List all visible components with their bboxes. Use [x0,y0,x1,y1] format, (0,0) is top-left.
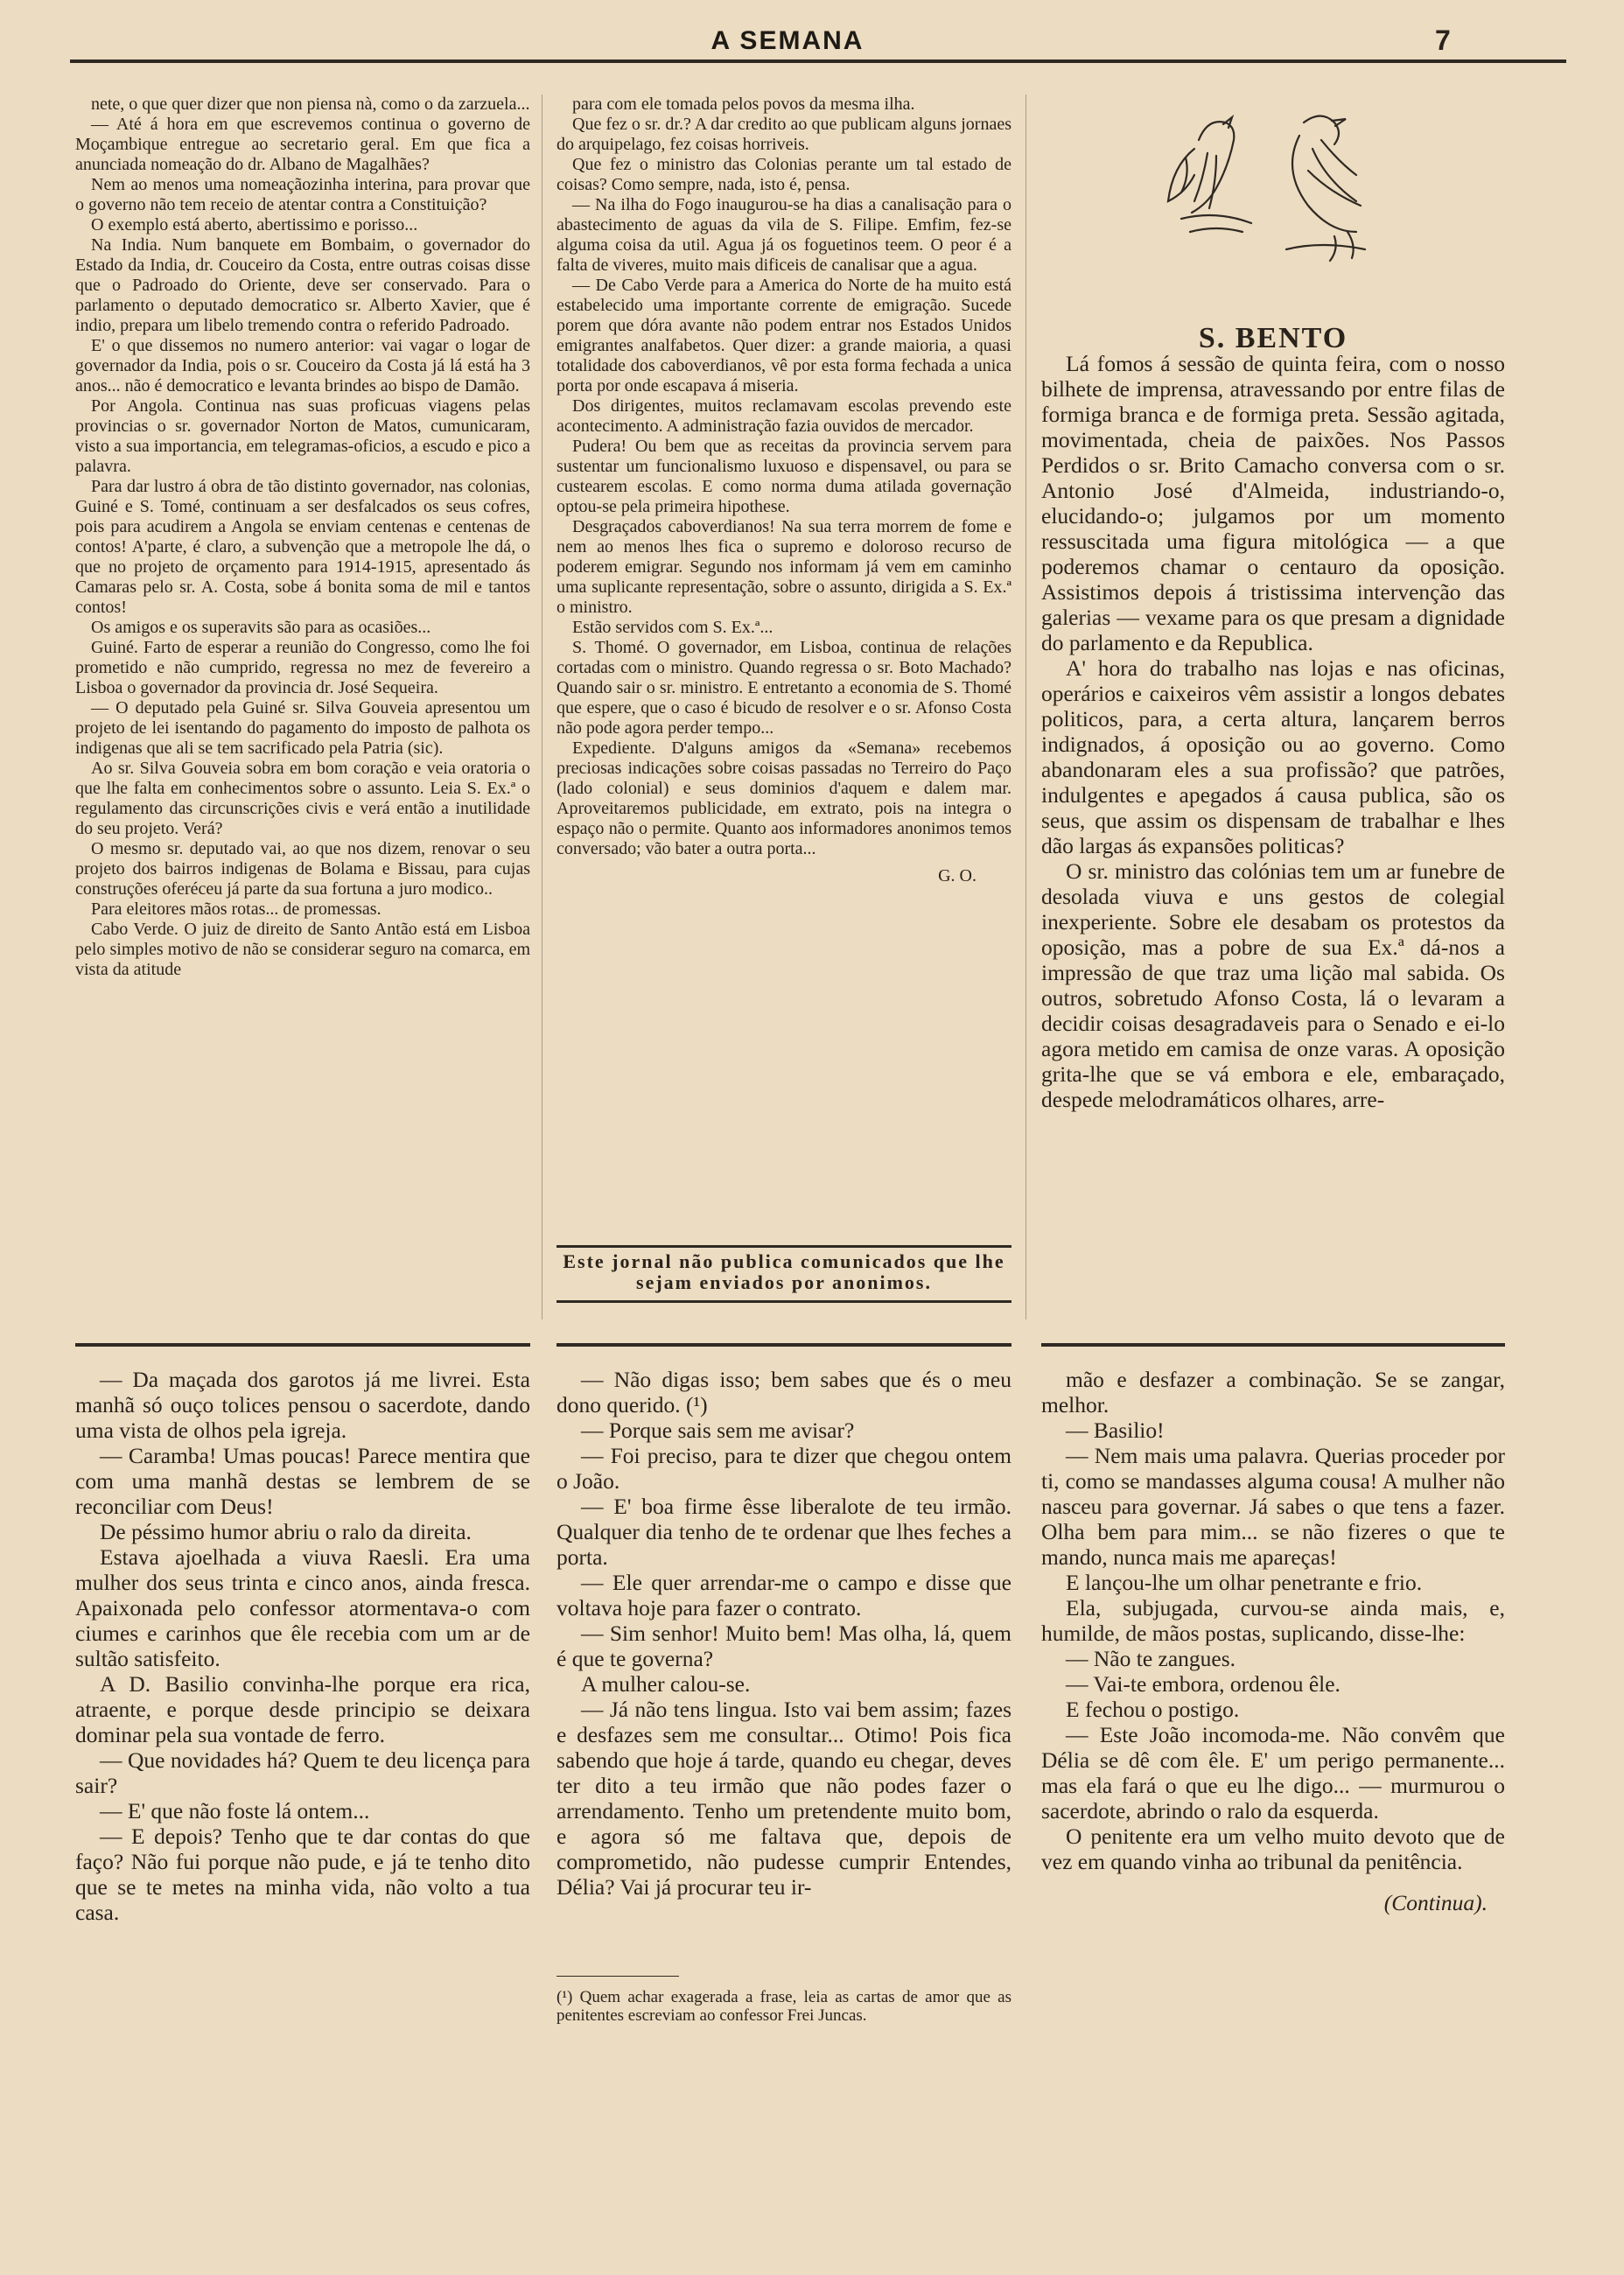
col1-paragraph: Para eleitores mãos rotas... de promessas. [91,900,382,919]
column-2 [556,94,1012,1232]
story-paragraph: E lançou-lhe um olhar penetrante e frio. [1066,1570,1423,1595]
story-paragraph: — E' que não foste lá ontem... [100,1798,370,1824]
author-signature: G. O. [938,866,976,886]
col2-paragraph: — Na ilha do Fogo inaugurou-se ha dias a canalisação para o abastecimento de aguas da vila de S. Filipe. Emfim, fez-se alguma coisa da util. Agua já os foguetinos teem. O peor é a falta de viveres, muito mais dificeis de canalisar que a agua. [556,195,1012,275]
story-paragraph: — Ele quer arrendar-me o campo e disse que voltava hoje para fazer o contrato. [556,1570,1012,1620]
col1-paragraph: Os amigos e os superavits são para as ocasiões... [91,618,431,637]
story-paragraph: — Nem mais uma palavra. Querias proceder por ti, como se mandasses alguma cousa! A mulher não nasceu para governar. Já sabes o que tens a fazer. Olha bem para mim... se não fizeres o que te mando, nunca mais me apareças! [1041,1443,1505,1570]
continua-label: (Continua). [1383,1890,1488,1915]
story-column-1 [75,1367,530,2154]
col2-paragraph: Dos dirigentes, muitos reclamavam escolas prevendo este acontecimento. A administração fazia ouvidos de mercador. [556,396,1012,436]
col1-paragraph: — Até á hora em que escrevemos continua o governo de Moçambique entregue ao secretario geral. Em que fica a anunciada nomeação do dr. Albano de Magalhães? [75,115,530,174]
footnote-rule [556,1976,679,1977]
story-paragraph: — Porque sais sem me avisar? [581,1418,855,1443]
col1-paragraph: E' o que dissemos no numero anterior: vai vagar o logar de governador da India, pois o sr. Couceiro da Costa já lá está ha 3 anos... não é democratico e levanta brindes ao bispo de Damão. [75,336,530,396]
col1-paragraph: Nem ao menos uma nomeaçãozinha interina, para provar que o governo não tem receio de atentar contra a Constituição? [75,175,530,214]
col1-paragraph: O mesmo sr. deputado vai, ao que nos dizem, renovar o seu projeto dos bairros indigenas de Bolama e Bissau, para cujas construções oferéceu já parte da sua fortuna a juro modico.. [75,839,530,899]
col1-paragraph: Cabo Verde. O juiz de direito de Santo Antão está em Lisboa pelo simples motivo de não se considerar seguro na comarca, em vista da atitude [75,920,530,979]
col2-paragraph: Que fez o sr. dr.? A dar credito ao que publicam alguns jornaes do arquipelago, fez coisas horriveis. [556,115,1012,154]
col1-paragraph: Por Angola. Continua nas suas proficuas viagens pelas provincias o sr. governador Norton de Matos, cumunicaram, visto a sua importancia, em telegramas-oficios, a escudo e pico a palavra. [75,396,530,476]
newspaper-title: A SEMANA [710,26,864,55]
story-paragraph: — Da maçada dos garotos já me livrei. Esta manhã só ouço tolices pensou o sacerdote, dando uma vista de olhos pela igreja. [75,1367,530,1443]
story-paragraph: — Caramba! Umas poucas! Parece mentira que com uma manhã destas se lembrem de se reconciliar com Deus! [75,1443,530,1519]
story-paragraph: E fechou o postigo. [1066,1697,1240,1722]
notice-top-rule [556,1245,1012,1248]
story-paragraph: — E' boa firme êsse liberalote de teu irmão. Qualquer dia tenho de te ordenar que lhes feches a porta. [556,1494,1012,1570]
anonymous-notice: Este jornal não publica comunicados que lhe sejam enviados por anonimos. [556,1251,1012,1303]
col2-paragraph: S. Thomé. O governador, em Lisboa, continua de relações cortadas com o ministro. Quando regressa o sr. Boto Machado? Quando sair o sr. ministro. E entretanto a economia de S. Thomé que espere, que o caso é bicudo de resolver e o sr. Afonso Costa não pode agora perder tempo... [556,638,1012,738]
story-paragraph: A D. Basilio convinha-lhe porque era rica, atraente, e porque desde principio se deixara dominar pela sua vontade de ferro. [75,1671,530,1747]
header-rule [70,60,1566,63]
col1-paragraph: — O deputado pela Guiné sr. Silva Gouveia apresentou um projeto de lei isentando do pagamento do imposto de palhota os indigenas que ali se tem sacrificado pela Patria (sic). [75,698,530,758]
col3-paragraph: A' hora do trabalho nas lojas e nas oficinas, operários e caixeiros vêm assistir a longos debates politicos, para, a certa altura, lançarem berros indignados, á oposição ou ao governo. Como abandonaram eles a sua profissão? que patrões, indulgentes e apegados á causa publica, são os seus, que assim os dispensam de trabalhar e lhes dão largas ás expansões politicas? [1041,655,1505,858]
story-paragraph: Estava ajoelhada a viuva Raesli. Era uma mulher dos seus trinta e cinco anos, ainda fresca. Apaixonada pelo confessor atormentava-o com ciumes e carinhos que êle recebia com um ar de sultão satisfeito. [75,1544,530,1671]
story-paragraph: — Vai-te embora, ordenou êle. [1066,1671,1340,1697]
col1-paragraph: Ao sr. Silva Gouveia sobra em bom coração e veia oratoria o que lhe falta em conhecimentos sobre o assunto. Leia S. Ex.ª o regulamento das circunscrições civis e verá então a inutilidade do seu projeto. Verá? [75,759,530,838]
story-paragraph: De péssimo humor abriu o ralo da direita. [100,1519,472,1544]
col1-paragraph: O exemplo está aberto, abertissimo e porisso... [91,215,418,234]
story-paragraph: — Não digas isso; bem sabes que és o meu dono querido. (¹) [556,1367,1012,1418]
col3-paragraph: Lá fomos á sessão de quinta feira, com o nosso bilhete de imprensa, atravessando por entre filas de formiga branca e de formiga preta. Sessão agitada, movimentada, cheia de paixões. Nos Passos Perdidos o sr. Brito Camacho conversa com o sr. Antonio José d'Almeida, industriando-o, elucidando-o; julgamos por um momento ressuscitada uma figura mitológica — a que poderemos chamar o centauro da oposição. Assistimos depois á tristissima intervenção das galerias — vexame para os que presam a dignidade do parlamento e da Republica. [1041,351,1505,655]
col2-paragraph: Estão servidos com S. Ex.ª... [572,618,774,637]
col3-paragraph: O sr. ministro das colónias tem um ar funebre de desolada viuva e uns gestos de colegial inexperiente. Sobre ele desabam os protestos da oposição, mas a pobre de sua Ex.ª dá-nos a impressão de que traz uma lição mal sabida. Os outros, sobretudo Afonso Costa, lá o levaram a decidir coisas desagradaveis para o Senado e ei-lo agora metido em camisa de onze varas. A oposição grita-lhe que se vá embora e ele, embaraçado, despede melodramáticos olhares, arre- [1041,858,1505,1112]
story-paragraph: — Que novidades há? Quem te deu licença para sair? [75,1747,530,1798]
story-paragraph: mão e desfazer a combinação. Se se zangar, melhor. [1041,1367,1505,1418]
col2-paragraph: Que fez o ministro das Colonias perante um tal estado de coisas? Como sempre, nada, isto é, pensa. [556,155,1012,194]
col2-paragraph: Pudera! Ou bem que as receitas da provincia servem para sustentar um funcionalismo luxuoso e dispensavel, ou para se custearem escolas. E como norma duma atilada governação optou-se pela primeira hipothese. [556,437,1012,516]
birds-illustration-icon [1146,88,1391,289]
story-paragraph: — Foi preciso, para te dizer que chegou ontem o João. [556,1443,1012,1494]
story-paragraph: O penitente era um velho muito devoto que de vez em quando vinha ao tribunal da penitência. [1041,1824,1505,1874]
story-paragraph: Ela, subjugada, curvou-se ainda mais, e, humilde, de mãos postas, suplicando, disse-lhe: [1041,1595,1505,1646]
col2-paragraph: Desgraçados caboverdianos! Na sua terra morrem de fome e nem ao menos lhes fica o supremo e doloroso recurso de poderem emigrar. Segundo nos informam já vem em caminho uma suplicante representação, sobre o assunto, dirigida a S. Ex.ª o ministro. [556,517,1012,617]
column-1 [75,94,530,1320]
section-rule-left [75,1343,530,1347]
section-rule-right [1041,1343,1505,1347]
col1-paragraph: Para dar lustro á obra de tão distinto governador, nas colonias, Guiné e S. Tomé, continuam a ser desfalcados os seus cofres, pois para acudirem a Angola se enviam centenas e centenas de contos! A'parte, é claro, a subvenção que a metropole lhe dá, o que no projeto de orçamento para 1914-1915, apresentado ás Camaras pelo sr. A. Costa, sobe á bonita soma de mil e tantos contos! [75,477,530,617]
story-paragraph: — E depois? Tenho que te dar contas do que faço? Não fui porque não pude, e já te tenho dito que se te metes na minha vida, não volto a tua casa. [75,1824,530,1925]
section-title-s-bento: S. BENTO [1198,326,1348,354]
col1-paragraph: nete, o que quer dizer que non piensa nà, como o da zarzuela... [91,94,530,114]
story-paragraph: A mulher calou-se. [581,1671,751,1697]
story-paragraph: — Já não tens lingua. Isto vai bem assim; fazes e desfazes sem me consultar... Otimo! Pois fica sabendo que hoje á tarde, quando eu chegar, deves ter dito a teu irmão que não podes fazer o arrendamento. Tenho um pretendente muito bom, e agora só me faltava que, depois de comprometido, não pudesse cumprir Entendes, Délia? Vai já procurar teu ir- [556,1697,1012,1900]
story-column-3 [1041,1367,1505,2154]
page-number: 7 [1435,24,1451,56]
story-paragraph: — Basilio! [1066,1418,1165,1443]
footnote: (¹) Quem achar exagerada a frase, leia as cartas de amor que as penitentes escreviam ao confessor Frei Juncas. [556,1988,1012,2025]
col2-paragraph: para com ele tomada pelos povos da mesma ilha. [572,94,915,114]
col1-paragraph: Na India. Num banquete em Bombaim, o governador do Estado da India, dr. Couceiro da Costa, entre outras coisas disse que o Padroado do Oriente, deve ser conservado. Para o parlamento o deputado democratico sr. Alberto Xavier, que é indio, prepara um libelo tremendo contra o referido Padroado. [75,235,530,335]
story-paragraph: — Este João incomoda-me. Não convêm que Délia se dê com êle. E' um perigo permanente... mas ela fará o que eu lhe digo... — murmurou o sacerdote, abrindo o ralo da esquerda. [1041,1722,1505,1824]
story-paragraph: — Sim senhor! Muito bem! Mas olha, lá, quem é que te governa? [556,1620,1012,1671]
column-3-s-bento [1041,326,1505,1323]
col2-paragraph: Expediente. D'alguns amigos da «Semana» recebemos preciosas indicações sobre coisas passadas no Terreiro do Paço (lado colonial) e seus dominios d'aquem e dalem mar. Aproveitaremos publicidade, em extrato, pois na integra o espaço não o permite. Quanto aos informadores anonimos temos conversado; vão bater a outra porta... [556,738,1012,858]
section-rule-middle [556,1343,1012,1347]
story-paragraph: — Não te zangues. [1066,1646,1236,1671]
col2-paragraph: — De Cabo Verde para a America do Norte de ha muito está estabelecido uma importante corrente de emigração. Sucede porem que dóra avante não podem entrar nos Estados Unidos emigrantes analfabetos. Quer dizer: a grande maioria, a quasi totalidade dos caboverdianos, vê por esta forma fechada a unica porta por onde escapava á miseria. [556,276,1012,396]
col1-paragraph: Guiné. Farto de esperar a reunião do Congresso, como lhe foi prometido e não cumprido, regressa no mez de fevereiro a Lisboa o governador da provincia dr. José Sequeira. [75,638,530,697]
story-column-2 [556,1367,1012,1970]
